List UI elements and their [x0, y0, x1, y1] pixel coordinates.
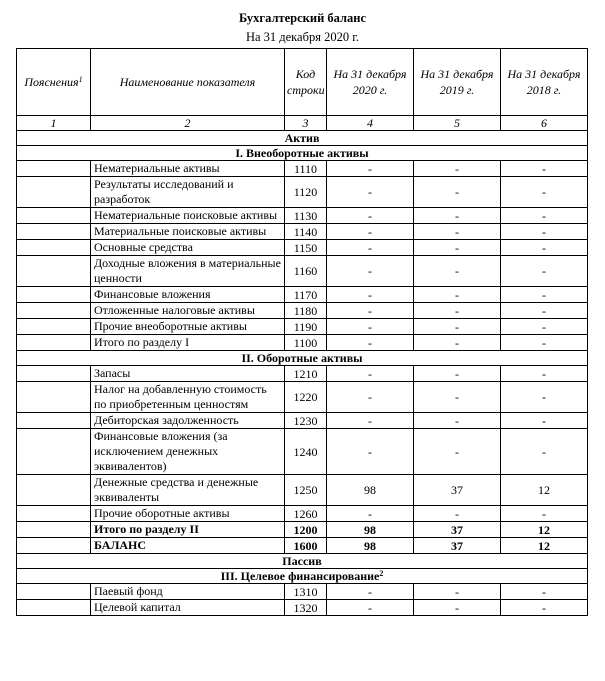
indicator-name: Запасы [91, 366, 285, 382]
col-header-2019: На 31 декабря 2019 г. [414, 49, 501, 116]
value-2018: - [501, 319, 588, 335]
value-2019: - [414, 584, 501, 600]
notes-cell [17, 413, 91, 429]
indicator-name: Нематериальные активы [91, 161, 285, 177]
value-2019: - [414, 256, 501, 287]
value-2020: - [327, 413, 414, 429]
line-code: 1160 [285, 256, 327, 287]
value-2020: - [327, 177, 414, 208]
line-code: 1170 [285, 287, 327, 303]
line-code: 1180 [285, 303, 327, 319]
notes-cell [17, 240, 91, 256]
value-2020: 98 [327, 538, 414, 554]
notes-cell [17, 366, 91, 382]
value-2020: - [327, 240, 414, 256]
table-row [17, 224, 588, 240]
value-2019: - [414, 335, 501, 351]
notes-cell [17, 538, 91, 554]
value-2018: - [501, 208, 588, 224]
notes-cell [17, 522, 91, 538]
value-2019: - [414, 208, 501, 224]
value-2018: - [501, 366, 588, 382]
notes-cell [17, 600, 91, 616]
notes-cell [17, 475, 91, 506]
section-heading-current-assets: II. Оборотные активы [17, 351, 588, 366]
table-row [17, 413, 588, 429]
value-2018: - [501, 413, 588, 429]
value-2019: 37 [414, 522, 501, 538]
indicator-name: Паевый фонд [91, 584, 285, 600]
value-2020: - [327, 382, 414, 413]
section-2-row [17, 351, 588, 366]
line-code: 1220 [285, 382, 327, 413]
value-2020: - [327, 287, 414, 303]
table-row [17, 208, 588, 224]
indicator-name: Доходные вложения в материальные ценности [91, 256, 285, 287]
table-row [17, 319, 588, 335]
column-number: 5 [414, 116, 501, 131]
indicator-name: Результаты исследований и разработок [91, 177, 285, 208]
value-2018: - [501, 584, 588, 600]
line-code: 1200 [285, 522, 327, 538]
section-3-row [17, 569, 588, 584]
value-2019: 37 [414, 475, 501, 506]
table-row [17, 366, 588, 382]
value-2018: - [501, 335, 588, 351]
value-2020: - [327, 335, 414, 351]
column-number: 6 [501, 116, 588, 131]
indicator-name: Итого по разделу II [91, 522, 285, 538]
value-2018: - [501, 600, 588, 616]
section-heading-aktiv: Актив [17, 131, 588, 146]
line-code: 1150 [285, 240, 327, 256]
value-2020: - [327, 584, 414, 600]
table-row [17, 600, 588, 616]
column-number: 2 [91, 116, 285, 131]
value-2020: - [327, 429, 414, 475]
indicator-name: Денежные средства и денежные эквиваленты [91, 475, 285, 506]
document-title: Бухгалтерский баланс [238, 11, 367, 25]
value-2019: - [414, 506, 501, 522]
value-2019: - [414, 161, 501, 177]
value-2020: - [327, 208, 414, 224]
column-number-row [17, 116, 588, 131]
column-number: 4 [327, 116, 414, 131]
value-2019: - [414, 413, 501, 429]
value-2020: - [327, 319, 414, 335]
line-code: 1210 [285, 366, 327, 382]
value-2018: 12 [501, 538, 588, 554]
value-2020: - [327, 161, 414, 177]
section-passiv-row [17, 554, 588, 569]
col-header-code: Код строки [285, 49, 327, 116]
line-code: 1100 [285, 335, 327, 351]
value-2019: - [414, 429, 501, 475]
indicator-name: Прочие внеоборотные активы [91, 319, 285, 335]
indicator-name: Итого по разделу I [91, 335, 285, 351]
value-2020: - [327, 506, 414, 522]
table-row [17, 240, 588, 256]
notes-cell [17, 335, 91, 351]
value-2018: - [501, 506, 588, 522]
table-row [17, 335, 588, 351]
value-2019: - [414, 319, 501, 335]
section-3-rows [17, 584, 588, 616]
value-2019: - [414, 382, 501, 413]
value-2019: - [414, 366, 501, 382]
section-heading-noncurrent-assets: I. Внеоборотные активы [17, 146, 588, 161]
table-row [17, 522, 588, 538]
section-aktiv-row [17, 131, 588, 146]
table-row [17, 584, 588, 600]
indicator-name: БАЛАНС [91, 538, 285, 554]
value-2020: - [327, 600, 414, 616]
indicator-name: Прочие оборотные активы [91, 506, 285, 522]
notes-cell [17, 319, 91, 335]
value-2020: - [327, 256, 414, 287]
indicator-name: Материальные поисковые активы [91, 224, 285, 240]
indicator-name: Основные средства [91, 240, 285, 256]
value-2018: - [501, 429, 588, 475]
line-code: 1130 [285, 208, 327, 224]
value-2020: - [327, 366, 414, 382]
line-code: 1230 [285, 413, 327, 429]
indicator-name: Отложенные налоговые активы [91, 303, 285, 319]
section-heading-passiv: Пассив [17, 554, 588, 569]
column-number: 1 [17, 116, 91, 131]
value-2020: - [327, 224, 414, 240]
indicator-name: Финансовые вложения [91, 287, 285, 303]
line-code: 1600 [285, 538, 327, 554]
value-2019: - [414, 303, 501, 319]
table-row [17, 177, 588, 208]
value-2018: - [501, 161, 588, 177]
notes-cell [17, 584, 91, 600]
notes-cell [17, 177, 91, 208]
table-row [17, 256, 588, 287]
value-2018: - [501, 382, 588, 413]
column-number: 3 [285, 116, 327, 131]
value-2018: 12 [501, 475, 588, 506]
table-row [17, 475, 588, 506]
table-header-row [17, 49, 588, 116]
value-2018: - [501, 303, 588, 319]
indicator-name: Налог на добавленную стоимость по приобретенным ценностям [91, 382, 285, 413]
line-code: 1250 [285, 475, 327, 506]
col-header-2020: На 31 декабря 2020 г. [327, 49, 414, 116]
value-2020: 98 [327, 475, 414, 506]
notes-cell [17, 256, 91, 287]
value-2018: - [501, 177, 588, 208]
section-heading-target-financing: III. Целевое финансирование$^2$ [17, 569, 588, 584]
table-row [17, 538, 588, 554]
line-code: 1140 [285, 224, 327, 240]
table-row [17, 161, 588, 177]
notes-cell [17, 382, 91, 413]
notes-cell [17, 303, 91, 319]
value-2019: 37 [414, 538, 501, 554]
value-2020: - [327, 303, 414, 319]
indicator-name: Нематериальные поисковые активы [91, 208, 285, 224]
table-row [17, 382, 588, 413]
value-2018: - [501, 287, 588, 303]
notes-cell [17, 287, 91, 303]
value-2019: - [414, 240, 501, 256]
line-code: 1110 [285, 161, 327, 177]
value-2019: - [414, 600, 501, 616]
value-2019: - [414, 224, 501, 240]
value-2020: 98 [327, 522, 414, 538]
line-code: 1320 [285, 600, 327, 616]
table-row [17, 506, 588, 522]
line-code: 1260 [285, 506, 327, 522]
line-code: 1240 [285, 429, 327, 475]
notes-cell [17, 429, 91, 475]
line-code: 1190 [285, 319, 327, 335]
section-1-row [17, 146, 588, 161]
line-code: 1120 [285, 177, 327, 208]
indicator-name: Целевой капитал [91, 600, 285, 616]
col-header-2018: На 31 декабря 2018 г. [501, 49, 588, 116]
indicator-name: Дебиторская задолженность [91, 413, 285, 429]
value-2018: - [501, 224, 588, 240]
notes-cell [17, 224, 91, 240]
document-date: На 31 декабря 2020 г. [245, 30, 360, 44]
value-2019: - [414, 177, 501, 208]
indicator-name: Финансовые вложения (за исключением денежных эквивалентов) [91, 429, 285, 475]
value-2018: 12 [501, 522, 588, 538]
line-code: 1310 [285, 584, 327, 600]
notes-cell [17, 208, 91, 224]
section-2-rows [17, 366, 588, 554]
col-header-name: Наименование показателя [91, 49, 285, 116]
col-header-notes: Пояснения$^1$ [17, 49, 91, 116]
table-row [17, 429, 588, 475]
balance-table [16, 48, 588, 616]
value-2019: - [414, 287, 501, 303]
table-row [17, 287, 588, 303]
notes-cell [17, 161, 91, 177]
value-2018: - [501, 256, 588, 287]
notes-cell [17, 506, 91, 522]
section-1-rows [17, 161, 588, 351]
table-row [17, 303, 588, 319]
value-2018: - [501, 240, 588, 256]
